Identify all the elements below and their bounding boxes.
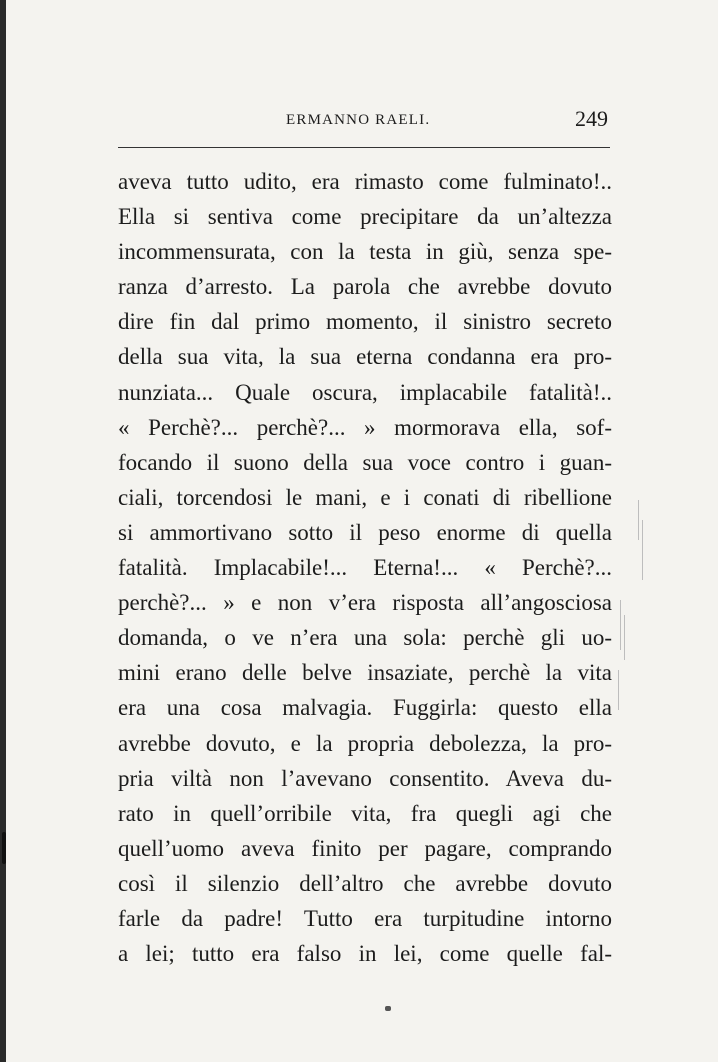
text-line: pria viltà non l’avevano consentito. Aveva du- bbox=[118, 765, 612, 791]
text-line: quell’uomo aveva finito per pagare, comprando bbox=[118, 835, 612, 861]
running-header bbox=[118, 106, 610, 136]
text-line: si ammortivano sotto il peso enorme di quella bbox=[118, 519, 612, 545]
text-line: domanda, o ve n’era una sola: perchè gli uo- bbox=[118, 625, 612, 651]
text-line: incommensurata, con la testa in giù, senza spe- bbox=[118, 239, 612, 265]
pencil-stroke bbox=[624, 615, 625, 660]
text-line: dire fin dal primo momento, il sinistro secreto bbox=[118, 309, 612, 335]
text-line: fatalità. Implacabile!... Eterna!... « Perchè?... bbox=[118, 555, 612, 581]
text-line: farle da padre! Tutto era turpitudine intorno bbox=[118, 905, 612, 931]
pencil-stroke bbox=[638, 500, 639, 540]
pencil-stroke bbox=[618, 670, 619, 710]
text-line: Ella si sentiva come precipitare da un’altezza bbox=[118, 204, 612, 230]
text-line: mini erano delle belve insaziate, perchè la vita bbox=[118, 660, 612, 686]
text-line: era una cosa malvagia. Fuggirla: questo ella bbox=[118, 695, 612, 721]
text-line: avrebbe dovuto, e la propria debolezza, la pro- bbox=[118, 730, 612, 756]
text-line: nunziata... Quale oscura, implacabile fatalità!.. bbox=[118, 379, 612, 405]
text-line: perchè?... » e non v’era risposta all’angosciosa bbox=[118, 590, 612, 616]
text-line: rato in quell’orribile vita, fra quegli agi che bbox=[118, 800, 612, 826]
margin-ink-mark bbox=[2, 832, 6, 864]
body-text bbox=[118, 164, 612, 971]
page-number: 249 bbox=[575, 106, 608, 131]
text-line: ciali, torcendosi le mani, e i conati di ribellione bbox=[118, 484, 612, 510]
header-rule bbox=[118, 147, 610, 148]
page-binding-edge bbox=[0, 0, 6, 1062]
ink-speck bbox=[385, 1006, 391, 1011]
text-line: focando il suono della sua voce contro i guan- bbox=[118, 449, 612, 475]
text-line: a lei; tutto era falso in lei, come quelle fal- bbox=[118, 941, 612, 967]
text-line: aveva tutto udito, era rimasto come fulminato!.. bbox=[118, 169, 612, 194]
text-line: della sua vita, la sua eterna condanna era pro- bbox=[118, 344, 612, 370]
pencil-stroke bbox=[642, 520, 643, 580]
text-line: « Perchè?... perchè?... » mormorava ella, sof- bbox=[118, 414, 612, 440]
text-line: ranza d’arresto. La parola che avrebbe dovuto bbox=[118, 274, 612, 300]
running-title: ERMANNO RAELI. bbox=[286, 112, 431, 128]
margin-pencil-marks bbox=[610, 500, 650, 730]
text-line: così il silenzio dell’altro che avrebbe dovuto bbox=[118, 870, 612, 896]
pencil-stroke bbox=[620, 600, 621, 650]
